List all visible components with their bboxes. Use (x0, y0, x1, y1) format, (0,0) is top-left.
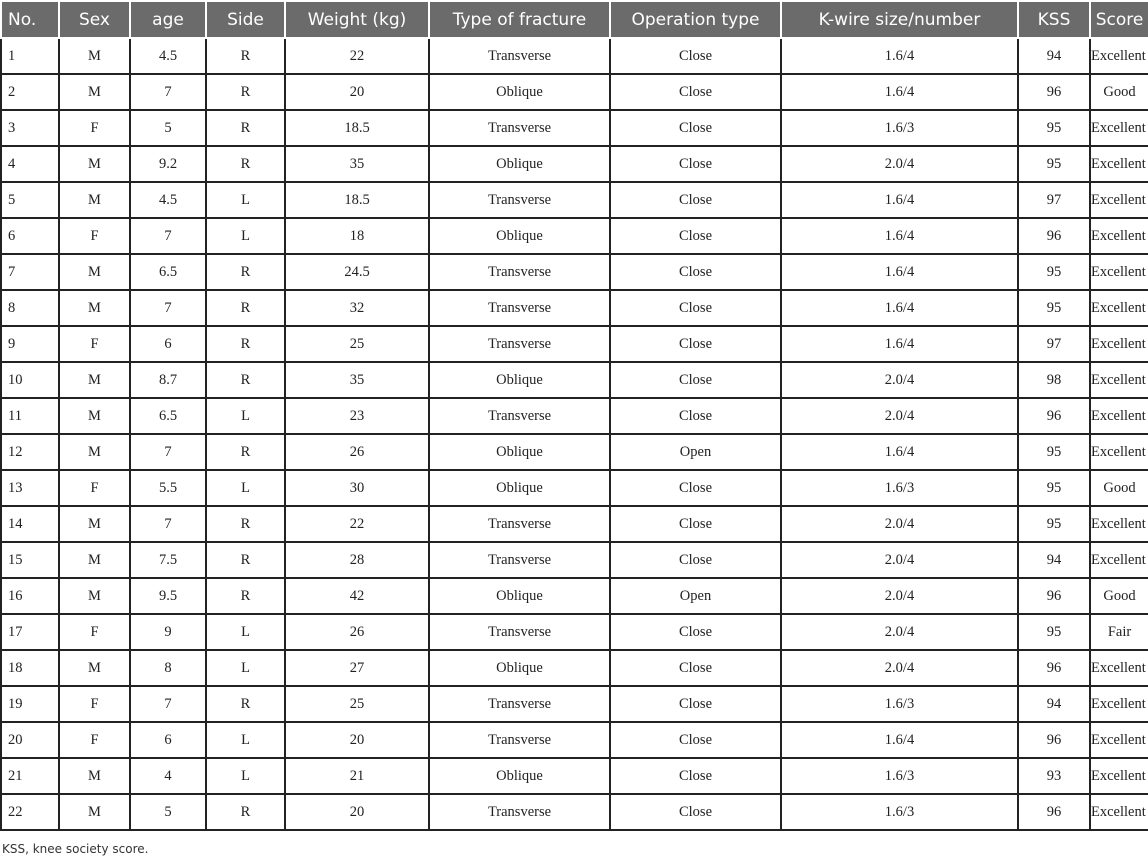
cell-no: 18 (1, 650, 59, 686)
table-row (1, 542, 1148, 578)
cell-score: Excellent (1090, 398, 1148, 434)
cell-no: 15 (1, 542, 59, 578)
cell-age: 7 (130, 74, 206, 110)
cell-age: 6.5 (130, 254, 206, 290)
cell-operation-type: Close (610, 146, 781, 182)
cell-no: 2 (1, 74, 59, 110)
cell-kss: 93 (1018, 758, 1090, 794)
cell-fracture-type: Transverse (429, 326, 610, 362)
cell-kwire: 1.6/4 (781, 290, 1018, 326)
cell-side: R (206, 686, 285, 722)
cell-kwire: 1.6/3 (781, 686, 1018, 722)
cell-kwire: 2.0/4 (781, 506, 1018, 542)
table-row (1, 470, 1148, 506)
cell-age: 9.2 (130, 146, 206, 182)
cell-fracture-type: Oblique (429, 74, 610, 110)
cell-side: R (206, 506, 285, 542)
cell-side: R (206, 578, 285, 614)
cell-operation-type: Close (610, 686, 781, 722)
cell-fracture-type: Transverse (429, 254, 610, 290)
cell-fracture-type: Transverse (429, 38, 610, 74)
cell-no: 4 (1, 146, 59, 182)
table-row (1, 434, 1148, 470)
cell-operation-type: Close (610, 254, 781, 290)
cell-kwire: 1.6/3 (781, 110, 1018, 146)
cell-side: R (206, 794, 285, 830)
cell-kwire: 1.6/4 (781, 254, 1018, 290)
cell-kss: 97 (1018, 182, 1090, 218)
cell-side: L (206, 218, 285, 254)
cell-score: Excellent (1090, 650, 1148, 686)
cell-score: Good (1090, 578, 1148, 614)
table-row (1, 110, 1148, 146)
cell-fracture-type: Oblique (429, 434, 610, 470)
cell-no: 9 (1, 326, 59, 362)
cell-score: Excellent (1090, 542, 1148, 578)
cell-fracture-type: Transverse (429, 290, 610, 326)
table-row (1, 290, 1148, 326)
cell-weight: 18.5 (285, 182, 429, 218)
cell-fracture-type: Transverse (429, 506, 610, 542)
cell-age: 7 (130, 218, 206, 254)
cell-age: 4.5 (130, 38, 206, 74)
cell-operation-type: Close (610, 794, 781, 830)
cell-weight: 27 (285, 650, 429, 686)
cell-operation-type: Close (610, 398, 781, 434)
cell-kss: 96 (1018, 74, 1090, 110)
cell-kss: 95 (1018, 290, 1090, 326)
cell-sex: M (59, 758, 130, 794)
cell-sex: F (59, 614, 130, 650)
cell-operation-type: Close (610, 650, 781, 686)
cell-kss: 95 (1018, 614, 1090, 650)
cell-score: Excellent (1090, 290, 1148, 326)
cell-side: L (206, 614, 285, 650)
cell-fracture-type: Transverse (429, 614, 610, 650)
cell-kss: 97 (1018, 326, 1090, 362)
cell-sex: M (59, 362, 130, 398)
cell-kwire: 1.6/4 (781, 326, 1018, 362)
cell-no: 7 (1, 254, 59, 290)
cell-score: Excellent (1090, 758, 1148, 794)
cell-no: 14 (1, 506, 59, 542)
cell-sex: M (59, 506, 130, 542)
cell-age: 6.5 (130, 398, 206, 434)
cell-weight: 24.5 (285, 254, 429, 290)
cell-sex: F (59, 470, 130, 506)
cell-operation-type: Close (610, 614, 781, 650)
cell-age: 4.5 (130, 182, 206, 218)
cell-weight: 20 (285, 794, 429, 830)
cell-side: L (206, 398, 285, 434)
table-row (1, 254, 1148, 290)
cell-weight: 25 (285, 686, 429, 722)
table-row (1, 506, 1148, 542)
cell-kss: 96 (1018, 650, 1090, 686)
cell-side: R (206, 254, 285, 290)
cell-sex: F (59, 326, 130, 362)
cell-kss: 96 (1018, 794, 1090, 830)
cell-no: 11 (1, 398, 59, 434)
cell-operation-type: Close (610, 470, 781, 506)
column-header-no: No. (1, 1, 59, 38)
cell-side: R (206, 290, 285, 326)
cell-score: Excellent (1090, 794, 1148, 830)
cell-side: R (206, 434, 285, 470)
cell-operation-type: Close (610, 326, 781, 362)
cell-kss: 94 (1018, 38, 1090, 74)
cell-score: Excellent (1090, 362, 1148, 398)
cell-kwire: 2.0/4 (781, 614, 1018, 650)
cell-score: Excellent (1090, 182, 1148, 218)
cell-kwire: 1.6/4 (781, 38, 1018, 74)
cell-fracture-type: Transverse (429, 110, 610, 146)
table-row (1, 686, 1148, 722)
cell-operation-type: Close (610, 218, 781, 254)
cell-no: 17 (1, 614, 59, 650)
table-row (1, 218, 1148, 254)
cell-operation-type: Close (610, 758, 781, 794)
column-header-side: Side (206, 1, 285, 38)
cell-weight: 22 (285, 506, 429, 542)
cell-operation-type: Close (610, 290, 781, 326)
cell-operation-type: Close (610, 38, 781, 74)
table-row (1, 614, 1148, 650)
table-row (1, 146, 1148, 182)
column-header-operation-type: Operation type (610, 1, 781, 38)
column-header-kss: KSS (1018, 1, 1090, 38)
cell-kss: 96 (1018, 218, 1090, 254)
table-row (1, 362, 1148, 398)
cell-score: Excellent (1090, 254, 1148, 290)
table-row (1, 38, 1148, 74)
cell-weight: 18.5 (285, 110, 429, 146)
cell-weight: 32 (285, 290, 429, 326)
cell-kss: 95 (1018, 434, 1090, 470)
cell-side: R (206, 146, 285, 182)
table-row (1, 722, 1148, 758)
cell-kwire: 1.6/3 (781, 758, 1018, 794)
cell-score: Excellent (1090, 326, 1148, 362)
cell-side: L (206, 182, 285, 218)
cell-weight: 18 (285, 218, 429, 254)
cell-operation-type: Close (610, 182, 781, 218)
cell-fracture-type: Oblique (429, 362, 610, 398)
cell-operation-type: Open (610, 434, 781, 470)
cell-sex: F (59, 110, 130, 146)
cell-kss: 96 (1018, 722, 1090, 758)
cell-fracture-type: Transverse (429, 686, 610, 722)
table-row (1, 398, 1148, 434)
table-row (1, 794, 1148, 830)
cell-weight: 26 (285, 614, 429, 650)
table-row (1, 182, 1148, 218)
cell-no: 3 (1, 110, 59, 146)
table-row (1, 650, 1148, 686)
cell-kwire: 2.0/4 (781, 362, 1018, 398)
cell-score: Fair (1090, 614, 1148, 650)
cell-weight: 22 (285, 38, 429, 74)
cell-age: 8.7 (130, 362, 206, 398)
table-body (1, 38, 1148, 830)
cell-kss: 96 (1018, 398, 1090, 434)
cell-age: 7 (130, 686, 206, 722)
cell-operation-type: Close (610, 74, 781, 110)
table-row (1, 578, 1148, 614)
cell-fracture-type: Oblique (429, 218, 610, 254)
cell-kwire: 1.6/4 (781, 722, 1018, 758)
cell-score: Good (1090, 74, 1148, 110)
cell-kss: 95 (1018, 146, 1090, 182)
cell-age: 9.5 (130, 578, 206, 614)
cell-score: Excellent (1090, 722, 1148, 758)
cell-kwire: 2.0/4 (781, 578, 1018, 614)
cell-weight: 20 (285, 74, 429, 110)
cell-side: R (206, 542, 285, 578)
cell-fracture-type: Transverse (429, 398, 610, 434)
cell-kwire: 1.6/4 (781, 434, 1018, 470)
cell-side: L (206, 470, 285, 506)
cell-weight: 26 (285, 434, 429, 470)
cell-no: 5 (1, 182, 59, 218)
cell-sex: M (59, 254, 130, 290)
cell-score: Excellent (1090, 38, 1148, 74)
cell-age: 9 (130, 614, 206, 650)
cell-fracture-type: Oblique (429, 578, 610, 614)
cell-kwire: 2.0/4 (781, 398, 1018, 434)
cell-sex: M (59, 794, 130, 830)
table-row (1, 326, 1148, 362)
cell-kss: 95 (1018, 254, 1090, 290)
cell-no: 13 (1, 470, 59, 506)
cell-kwire: 1.6/4 (781, 74, 1018, 110)
cell-fracture-type: Transverse (429, 794, 610, 830)
cell-operation-type: Open (610, 578, 781, 614)
cell-fracture-type: Oblique (429, 758, 610, 794)
cell-weight: 25 (285, 326, 429, 362)
cell-side: R (206, 362, 285, 398)
cell-side: R (206, 74, 285, 110)
column-header-sex: Sex (59, 1, 130, 38)
table-row (1, 758, 1148, 794)
cell-sex: F (59, 686, 130, 722)
cell-kss: 94 (1018, 542, 1090, 578)
cell-age: 5 (130, 794, 206, 830)
cell-operation-type: Close (610, 542, 781, 578)
cell-no: 12 (1, 434, 59, 470)
cell-age: 6 (130, 722, 206, 758)
cell-weight: 28 (285, 542, 429, 578)
cell-fracture-type: Transverse (429, 542, 610, 578)
cell-score: Good (1090, 470, 1148, 506)
table-header (1, 1, 1148, 38)
cell-no: 10 (1, 362, 59, 398)
cell-kss: 95 (1018, 110, 1090, 146)
cell-kwire: 2.0/4 (781, 542, 1018, 578)
cell-age: 6 (130, 326, 206, 362)
cell-no: 1 (1, 38, 59, 74)
cell-sex: M (59, 398, 130, 434)
cell-sex: M (59, 38, 130, 74)
header-row (1, 1, 1148, 38)
cell-side: L (206, 650, 285, 686)
cell-kwire: 2.0/4 (781, 650, 1018, 686)
cell-age: 7 (130, 290, 206, 326)
cell-kss: 95 (1018, 470, 1090, 506)
cell-age: 8 (130, 650, 206, 686)
cell-sex: M (59, 434, 130, 470)
cell-kwire: 1.6/4 (781, 182, 1018, 218)
cell-no: 19 (1, 686, 59, 722)
column-header-kwire: K-wire size/number (781, 1, 1018, 38)
cell-kwire: 1.6/4 (781, 218, 1018, 254)
cell-fracture-type: Oblique (429, 146, 610, 182)
cell-score: Excellent (1090, 110, 1148, 146)
cell-weight: 21 (285, 758, 429, 794)
cell-weight: 23 (285, 398, 429, 434)
cell-score: Excellent (1090, 686, 1148, 722)
cell-weight: 20 (285, 722, 429, 758)
cell-kwire: 2.0/4 (781, 146, 1018, 182)
cell-no: 16 (1, 578, 59, 614)
cell-no: 6 (1, 218, 59, 254)
cell-kwire: 1.6/3 (781, 470, 1018, 506)
cell-age: 7 (130, 506, 206, 542)
cell-sex: M (59, 578, 130, 614)
cell-weight: 30 (285, 470, 429, 506)
column-header-fracture-type: Type of fracture (429, 1, 610, 38)
cell-age: 7 (130, 434, 206, 470)
cell-score: Excellent (1090, 434, 1148, 470)
cell-fracture-type: Transverse (429, 182, 610, 218)
cell-fracture-type: Oblique (429, 650, 610, 686)
cell-sex: M (59, 74, 130, 110)
cell-sex: M (59, 182, 130, 218)
cell-kss: 96 (1018, 578, 1090, 614)
cell-age: 4 (130, 758, 206, 794)
cell-no: 21 (1, 758, 59, 794)
cell-sex: F (59, 218, 130, 254)
cell-operation-type: Close (610, 506, 781, 542)
table-footnote: KSS, knee society score. (2, 842, 149, 856)
column-header-age: age (130, 1, 206, 38)
cell-score: Excellent (1090, 506, 1148, 542)
cell-sex: M (59, 650, 130, 686)
cell-age: 5.5 (130, 470, 206, 506)
cell-side: R (206, 110, 285, 146)
cell-kss: 98 (1018, 362, 1090, 398)
cell-operation-type: Close (610, 110, 781, 146)
column-header-weight: Weight (kg) (285, 1, 429, 38)
cell-weight: 35 (285, 362, 429, 398)
cell-sex: F (59, 722, 130, 758)
cell-kwire: 1.6/3 (781, 794, 1018, 830)
cell-fracture-type: Oblique (429, 470, 610, 506)
cell-kss: 95 (1018, 506, 1090, 542)
cell-side: R (206, 38, 285, 74)
cell-sex: M (59, 146, 130, 182)
table-row (1, 74, 1148, 110)
cell-weight: 35 (285, 146, 429, 182)
column-header-score: Score (1090, 1, 1148, 38)
cell-weight: 42 (285, 578, 429, 614)
cell-no: 22 (1, 794, 59, 830)
cell-operation-type: Close (610, 362, 781, 398)
cell-side: L (206, 758, 285, 794)
cell-side: L (206, 722, 285, 758)
cell-no: 20 (1, 722, 59, 758)
cell-sex: M (59, 290, 130, 326)
cell-score: Excellent (1090, 218, 1148, 254)
cell-kss: 94 (1018, 686, 1090, 722)
cell-no: 8 (1, 290, 59, 326)
cell-fracture-type: Transverse (429, 722, 610, 758)
cell-operation-type: Close (610, 722, 781, 758)
cell-sex: M (59, 542, 130, 578)
cell-age: 7.5 (130, 542, 206, 578)
cell-score: Excellent (1090, 146, 1148, 182)
cell-age: 5 (130, 110, 206, 146)
cell-side: R (206, 326, 285, 362)
